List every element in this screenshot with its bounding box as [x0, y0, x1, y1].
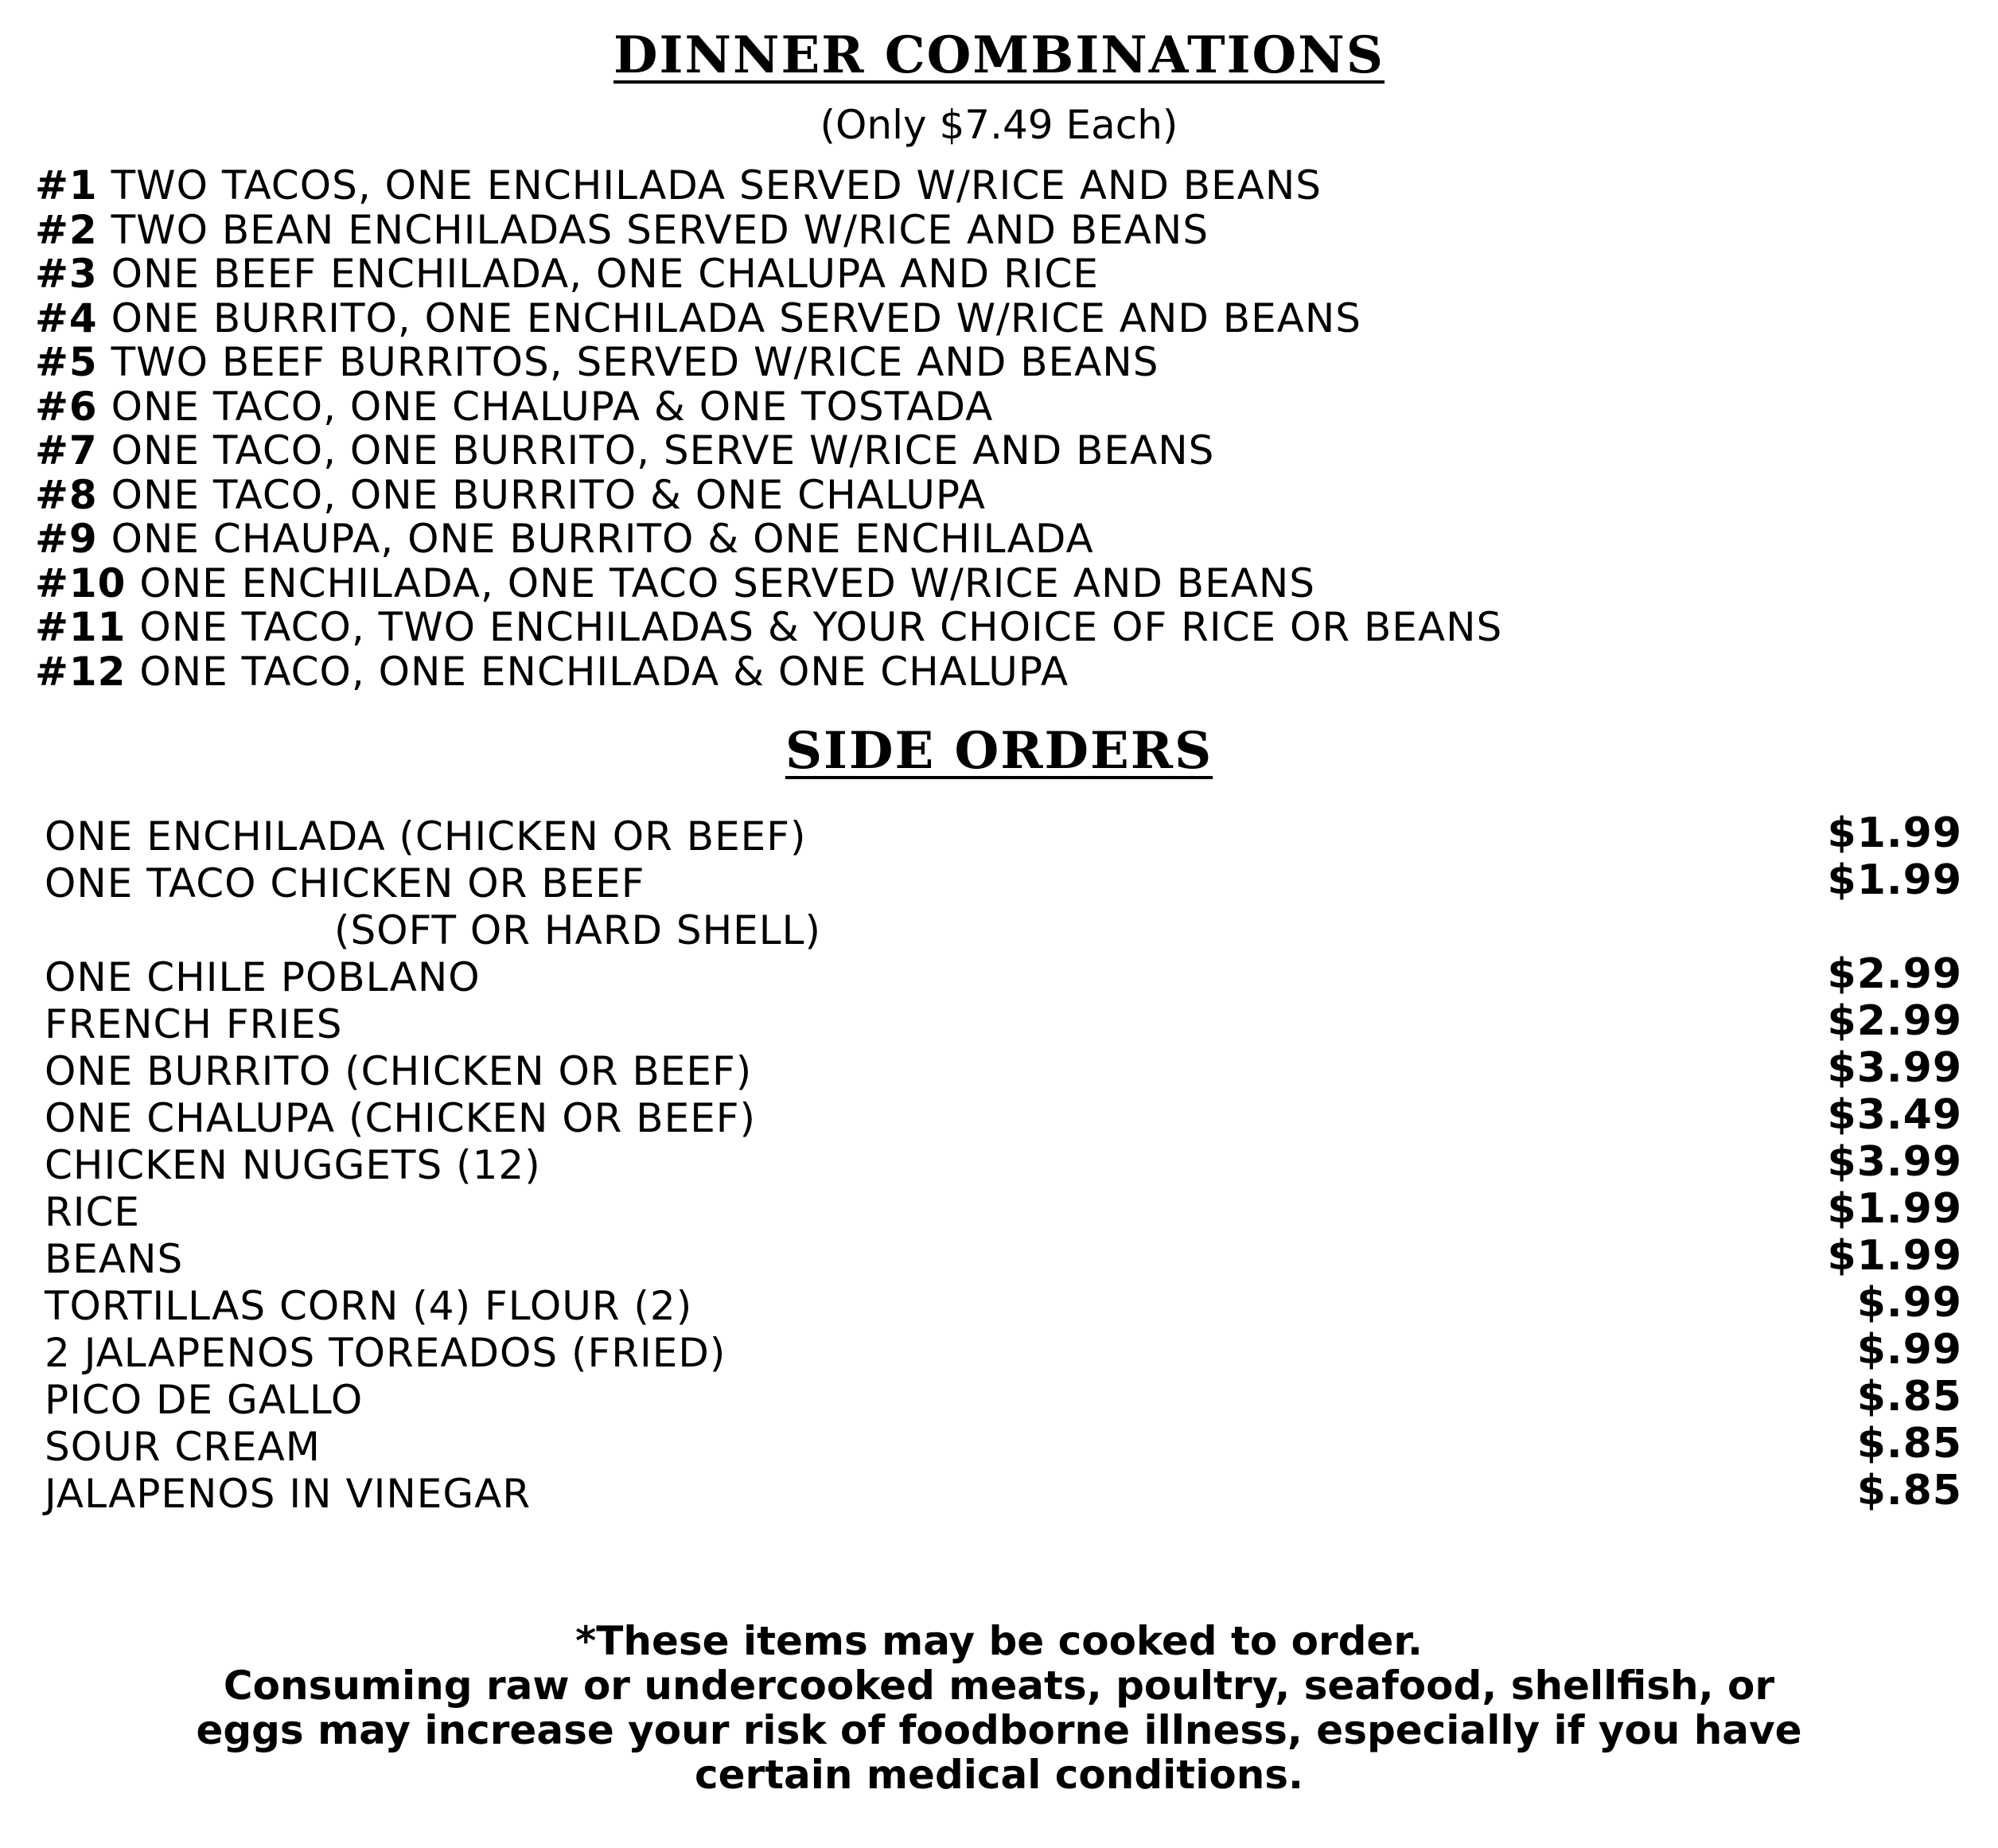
- side-item: [45, 1138, 1962, 1189]
- combo-list: [35, 164, 1502, 694]
- consumer-advisory-line: eggs may increase your risk of foodborne illness, especially if you have: [196, 1707, 1802, 1753]
- side-item-price: $3.49: [1827, 1091, 1962, 1139]
- combo-description: ONE BURRITO, ONE ENCHILADA SERVED W/RICE AND BEANS: [111, 294, 1362, 341]
- side-orders-list: [45, 809, 1962, 1518]
- side-orders-heading: [0, 721, 1998, 781]
- combo-number: #4: [35, 294, 98, 341]
- combo-description: ONE BEEF ENCHILADA, ONE CHALUPA AND RICE: [111, 251, 1100, 297]
- combo-description: ONE TACO, ONE BURRITO & ONE CHALUPA: [111, 471, 986, 518]
- combo-number: #9: [35, 516, 98, 562]
- combo-description: ONE TACO, ONE CHALUPA & ONE TOSTADA: [111, 383, 994, 430]
- side-item-price: $.85: [1856, 1373, 1962, 1421]
- side-item-name: FRENCH FRIES: [45, 1001, 343, 1047]
- side-item-name: ONE CHILE POBLANO: [45, 954, 481, 1000]
- side-item-price: $1.99: [1827, 856, 1962, 904]
- combo-item: [35, 650, 1502, 695]
- cooked-to-order-note: *These items may be cooked to order.: [575, 1618, 1423, 1664]
- side-item: [45, 1232, 1962, 1283]
- side-item-price: $2.99: [1827, 950, 1962, 998]
- side-item-price: $.99: [1856, 1279, 1962, 1327]
- consumer-advisory-line: Consuming raw or undercooked meats, poultry, seafood, shellfish, or: [223, 1663, 1775, 1709]
- combo-number: #6: [35, 383, 98, 430]
- dinner-combinations-heading: [0, 25, 1998, 85]
- side-item-price: $.99: [1856, 1326, 1962, 1374]
- combo-description: ONE TACO, ONE ENCHILADA & ONE CHALUPA: [139, 648, 1069, 695]
- combo-item: [35, 206, 1502, 253]
- combo-item: [35, 606, 1502, 650]
- side-orders-title: SIDE ORDERS: [785, 721, 1213, 781]
- combo-description: TWO TACOS, ONE ENCHILADA SERVED W/RICE AND BEANS: [111, 162, 1322, 209]
- combo-description: ONE CHAUPA, ONE BURRITO & ONE ENCHILADA: [111, 516, 1094, 562]
- side-item-name: ONE CHALUPA (CHICKEN OR BEEF): [45, 1095, 757, 1141]
- side-item-name: CHICKEN NUGGETS (12): [45, 1142, 541, 1188]
- combo-item: [35, 471, 1502, 518]
- combo-item: [35, 517, 1502, 562]
- combo-number: #3: [35, 251, 98, 297]
- combo-item: [35, 341, 1502, 385]
- combo-item: [35, 294, 1502, 341]
- side-item: [45, 950, 1962, 1001]
- side-item: [45, 1279, 1962, 1330]
- combo-item: [35, 559, 1502, 606]
- side-item-name: BEANS: [45, 1236, 184, 1282]
- side-item-name: ONE TACO CHICKEN OR BEEF: [45, 860, 645, 906]
- side-item-price: $.85: [1856, 1467, 1962, 1515]
- combo-number: #11: [35, 604, 127, 650]
- side-item-name: ONE BURRITO (CHICKEN OR BEEF): [45, 1048, 753, 1094]
- side-item-name: TORTILLAS CORN (4) FLOUR (2): [45, 1283, 693, 1329]
- side-item: [45, 856, 1962, 954]
- dinner-price-subtitle: (Only $7.49 Each): [820, 102, 1178, 148]
- combo-description: ONE ENCHILADA, ONE TACO SERVED W/RICE AND BEANS: [139, 559, 1316, 606]
- combo-description: ONE TACO, ONE BURRITO, SERVE W/RICE AND BEANS: [111, 427, 1215, 474]
- side-item: [45, 1091, 1962, 1142]
- combo-item: [35, 164, 1502, 209]
- side-item-name: PICO DE GALLO: [45, 1377, 364, 1423]
- side-item-name: 2 JALAPENOS TOREADOS (FRIED): [45, 1330, 726, 1376]
- side-item-price: $2.99: [1827, 997, 1962, 1045]
- combo-item: [35, 429, 1502, 474]
- side-item: [45, 1420, 1962, 1471]
- side-item-note: (SOFT OR HARD SHELL): [334, 907, 821, 953]
- side-item: [45, 997, 1962, 1048]
- side-item: [45, 1326, 1962, 1377]
- combo-description: ONE TACO, TWO ENCHILADAS & YOUR CHOICE OF RICE OR BEANS: [139, 604, 1503, 650]
- side-item-price: $3.99: [1827, 1138, 1962, 1186]
- dinner-combinations-title: DINNER COMBINATIONS: [613, 25, 1385, 85]
- combo-number: #5: [35, 339, 98, 385]
- side-item-name: ONE ENCHILADA (CHICKEN OR BEEF): [45, 813, 807, 860]
- side-item-name: JALAPENOS IN VINEGAR: [45, 1471, 532, 1517]
- food-safety-notice: [0, 1619, 1998, 1797]
- side-item: [45, 1373, 1962, 1424]
- side-item-price: $1.99: [1827, 1232, 1962, 1280]
- side-item-name: SOUR CREAM: [45, 1424, 321, 1470]
- combo-number: #2: [35, 206, 98, 253]
- combo-number: #10: [35, 559, 127, 606]
- side-item-price: $.85: [1856, 1420, 1962, 1468]
- combo-item: [35, 252, 1502, 297]
- combo-description: TWO BEAN ENCHILADAS SERVED W/RICE AND BEANS: [111, 206, 1209, 253]
- combo-number: #8: [35, 471, 98, 518]
- side-item: [45, 1185, 1962, 1236]
- consumer-advisory-line: certain medical conditions.: [694, 1752, 1304, 1798]
- side-item: [45, 1044, 1962, 1095]
- side-item: [45, 809, 1962, 860]
- side-item-price: $1.99: [1827, 1185, 1962, 1233]
- combo-number: #1: [35, 162, 98, 209]
- combo-description: TWO BEEF BURRITOS, SERVED W/RICE AND BEANS: [111, 339, 1159, 385]
- side-item-price: $3.99: [1827, 1044, 1962, 1092]
- side-item-name: RICE: [45, 1189, 140, 1235]
- side-item: [45, 1467, 1962, 1518]
- combo-number: #7: [35, 427, 98, 474]
- side-item-price: $1.99: [1827, 809, 1962, 857]
- combo-item: [35, 385, 1502, 430]
- combo-number: #12: [35, 648, 127, 695]
